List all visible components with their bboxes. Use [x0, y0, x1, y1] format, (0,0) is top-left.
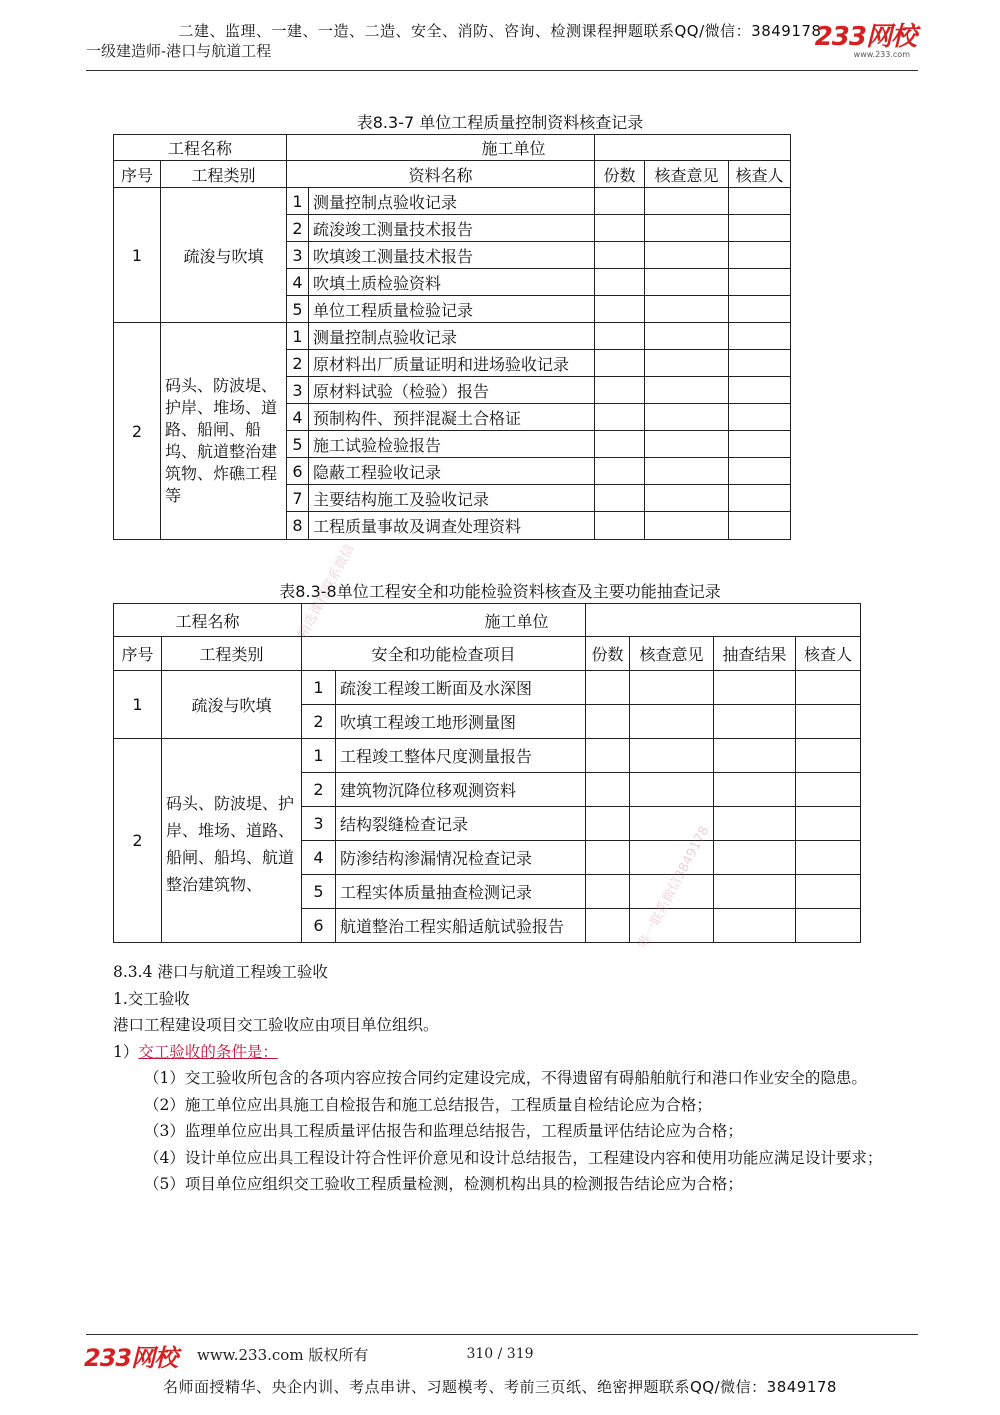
item-name: 吹填土质检验资料: [309, 269, 595, 296]
intro-paragraph: 港口工程建设项目交工验收应由项目单位组织。: [113, 1016, 439, 1034]
table2-header-checker: 核查人: [796, 637, 861, 671]
item-number: 4: [287, 404, 309, 431]
item-name: 建筑物沉降位移观测资料: [336, 773, 586, 807]
item-name: 原材料出厂质量证明和进场验收记录: [309, 350, 595, 377]
item-name: 工程质量事故及调查处理资料: [309, 512, 595, 540]
table2: [113, 603, 861, 943]
table2-construction-unit-value: [586, 604, 861, 637]
watermark-text-1: 精选课程联系微信: [295, 542, 358, 641]
item-name: 疏浚工程竣工断面及水深图: [336, 671, 586, 705]
table2-caption: 表8.3-8单位工程安全和功能检验资料核查及主要功能抽查记录: [279, 582, 721, 601]
item-name: 测量控制点验收记录: [309, 188, 595, 215]
table2-header-item: 安全和功能检查项目: [302, 637, 586, 671]
table2-group2-seq: 2: [114, 739, 162, 943]
table-row: [114, 671, 861, 705]
table2-construction-unit-label: 施工单位: [302, 604, 586, 637]
item-name: 工程竣工整体尺度测量报告: [336, 739, 586, 773]
table1-title-row: [114, 135, 791, 161]
item-number: 6: [287, 458, 309, 485]
table2-group2-category: 码头、防波堤、护岸、堆场、道路、船闸、船坞、航道整治建筑物、: [162, 739, 302, 943]
table1-group1-category: 疏浚与吹填: [161, 188, 287, 323]
item-number: 5: [302, 875, 336, 909]
footer-promo: 名师面授精华、央企内训、考点串讲、习题模考、考前三页纸、绝密押题联系QQ/微信：3849178: [163, 1378, 837, 1396]
item-name: 结构裂缝检查记录: [336, 807, 586, 841]
condition-item: （1）交工验收所包含的各项内容应按合同约定建设完成，不得遗留有碍船舶航行和港口作业安全的隐患。: [144, 1069, 867, 1087]
table1-group2-category: 码头、防波堤、护岸、堆场、道路、船闸、船坞、航道整治建筑物、炸礁工程等: [161, 323, 287, 540]
section-heading: 8.3.4 港口与航道工程竣工验收: [113, 963, 328, 981]
table2-project-name-label: 工程名称: [114, 604, 302, 637]
item-number: 5: [287, 296, 309, 323]
item-number: 8: [287, 512, 309, 540]
table1-header-material: 资料名称: [287, 161, 595, 188]
item-number: 2: [287, 350, 309, 377]
table1-construction-unit-label: 施工单位: [287, 135, 595, 161]
item-number: 2: [302, 705, 336, 739]
item-number: 2: [302, 773, 336, 807]
item-number: 1: [302, 671, 336, 705]
item-name: 单位工程质量检验记录: [309, 296, 595, 323]
item-name: 施工试验检验报告: [309, 431, 595, 458]
footer-divider: [86, 1334, 918, 1335]
table2-header-copies: 份数: [586, 637, 630, 671]
table2-group1-seq: 1: [114, 671, 162, 739]
table1-construction-unit-value: [595, 135, 791, 161]
item-number: 6: [302, 909, 336, 943]
table1-project-name-label: 工程名称: [114, 135, 287, 161]
table2-title-row: [114, 604, 861, 637]
table1-header-checker: 核查人: [729, 161, 791, 188]
table2-header-seq: 序号: [114, 637, 162, 671]
table1-caption: 表8.3-7 单位工程质量控制资料核查记录: [356, 113, 644, 132]
item-name: 疏浚竣工测量技术报告: [309, 215, 595, 242]
footer-copyright: www.233.com 版权所有: [197, 1346, 369, 1364]
watermark-text-2: 唯一联系微信3849178: [635, 823, 713, 951]
item-number: 1: [287, 323, 309, 350]
table-row: [114, 188, 791, 215]
table2-header-row: [114, 637, 861, 671]
table2-header-sample: 抽查结果: [714, 637, 796, 671]
item-name: 工程实体质量抽查检测记录: [336, 875, 586, 909]
item-name: 测量控制点验收记录: [309, 323, 595, 350]
subsection-heading: 1.交工验收: [113, 989, 190, 1008]
header-divider: [86, 70, 918, 71]
conditions-prefix: 1）: [113, 1042, 139, 1061]
item-number: 5: [287, 431, 309, 458]
condition-item: （5）项目单位应组织交工验收工程质量检测，检测机构出具的检测报告结论应为合格；: [144, 1175, 743, 1193]
item-number: 1: [302, 739, 336, 773]
page-number: 310 / 319: [466, 1346, 534, 1362]
logo-text: 233网校: [814, 22, 916, 52]
item-number: 3: [302, 807, 336, 841]
table1-header-seq: 序号: [114, 161, 161, 188]
table1-header-copies: 份数: [595, 161, 645, 188]
logo-url: www.233.com: [853, 50, 910, 59]
body-section: [113, 959, 923, 1198]
condition-item: （3）监理单位应出具工程质量评估报告和监理总结报告，工程质量评估结论应为合格；: [144, 1122, 743, 1140]
table1-group2-seq: 2: [114, 323, 161, 540]
item-name: 防渗结构渗漏情况检查记录: [336, 841, 586, 875]
table1: [113, 134, 791, 540]
item-number: 3: [287, 242, 309, 269]
table1-header-row: [114, 161, 791, 188]
item-name: 隐蔽工程验收记录: [309, 458, 595, 485]
item-name: 航道整治工程实船适航试验报告: [336, 909, 586, 943]
item-name: 原材料试验（检验）报告: [309, 377, 595, 404]
footer-logo: 233网校: [84, 1344, 178, 1372]
table-row: [114, 323, 791, 350]
header-promo: 二建、监理、一建、一造、二造、安全、消防、咨询、检测课程押题联系QQ/微信：3849178: [178, 22, 822, 40]
item-name: 吹填竣工测量技术报告: [309, 242, 595, 269]
table1-header-category: 工程类别: [161, 161, 287, 188]
condition-item: （4）设计单位应出具工程设计符合性评价意见和设计总结报告，工程建设内容和使用功能应满足设计要求；: [144, 1148, 883, 1167]
table-row: [114, 739, 861, 773]
table2-group1-category: 疏浚与吹填: [162, 671, 302, 739]
table2-header-category: 工程类别: [162, 637, 302, 671]
item-number: 2: [287, 215, 309, 242]
table1-group1-seq: 1: [114, 188, 161, 323]
header-subtitle: 一级建造师-港口与航道工程: [86, 42, 272, 60]
condition-item: （2）施工单位应出具施工自检报告和施工总结报告，工程质量自检结论应为合格；: [144, 1095, 712, 1114]
item-name: 预制构件、预拌混凝土合格证: [309, 404, 595, 431]
table2-header-opinion: 核查意见: [630, 637, 714, 671]
brand-logo: [815, 24, 916, 60]
item-number: 7: [287, 485, 309, 512]
item-number: 4: [302, 841, 336, 875]
conditions-title-text: 交工验收的条件是：: [138, 1042, 278, 1061]
item-name: 主要结构施工及验收记录: [309, 485, 595, 512]
conditions-title: [113, 1039, 923, 1066]
item-number: 1: [287, 188, 309, 215]
item-number: 3: [287, 377, 309, 404]
item-number: 4: [287, 269, 309, 296]
table1-header-opinion: 核查意见: [645, 161, 729, 188]
item-name: 吹填工程竣工地形测量图: [336, 705, 586, 739]
